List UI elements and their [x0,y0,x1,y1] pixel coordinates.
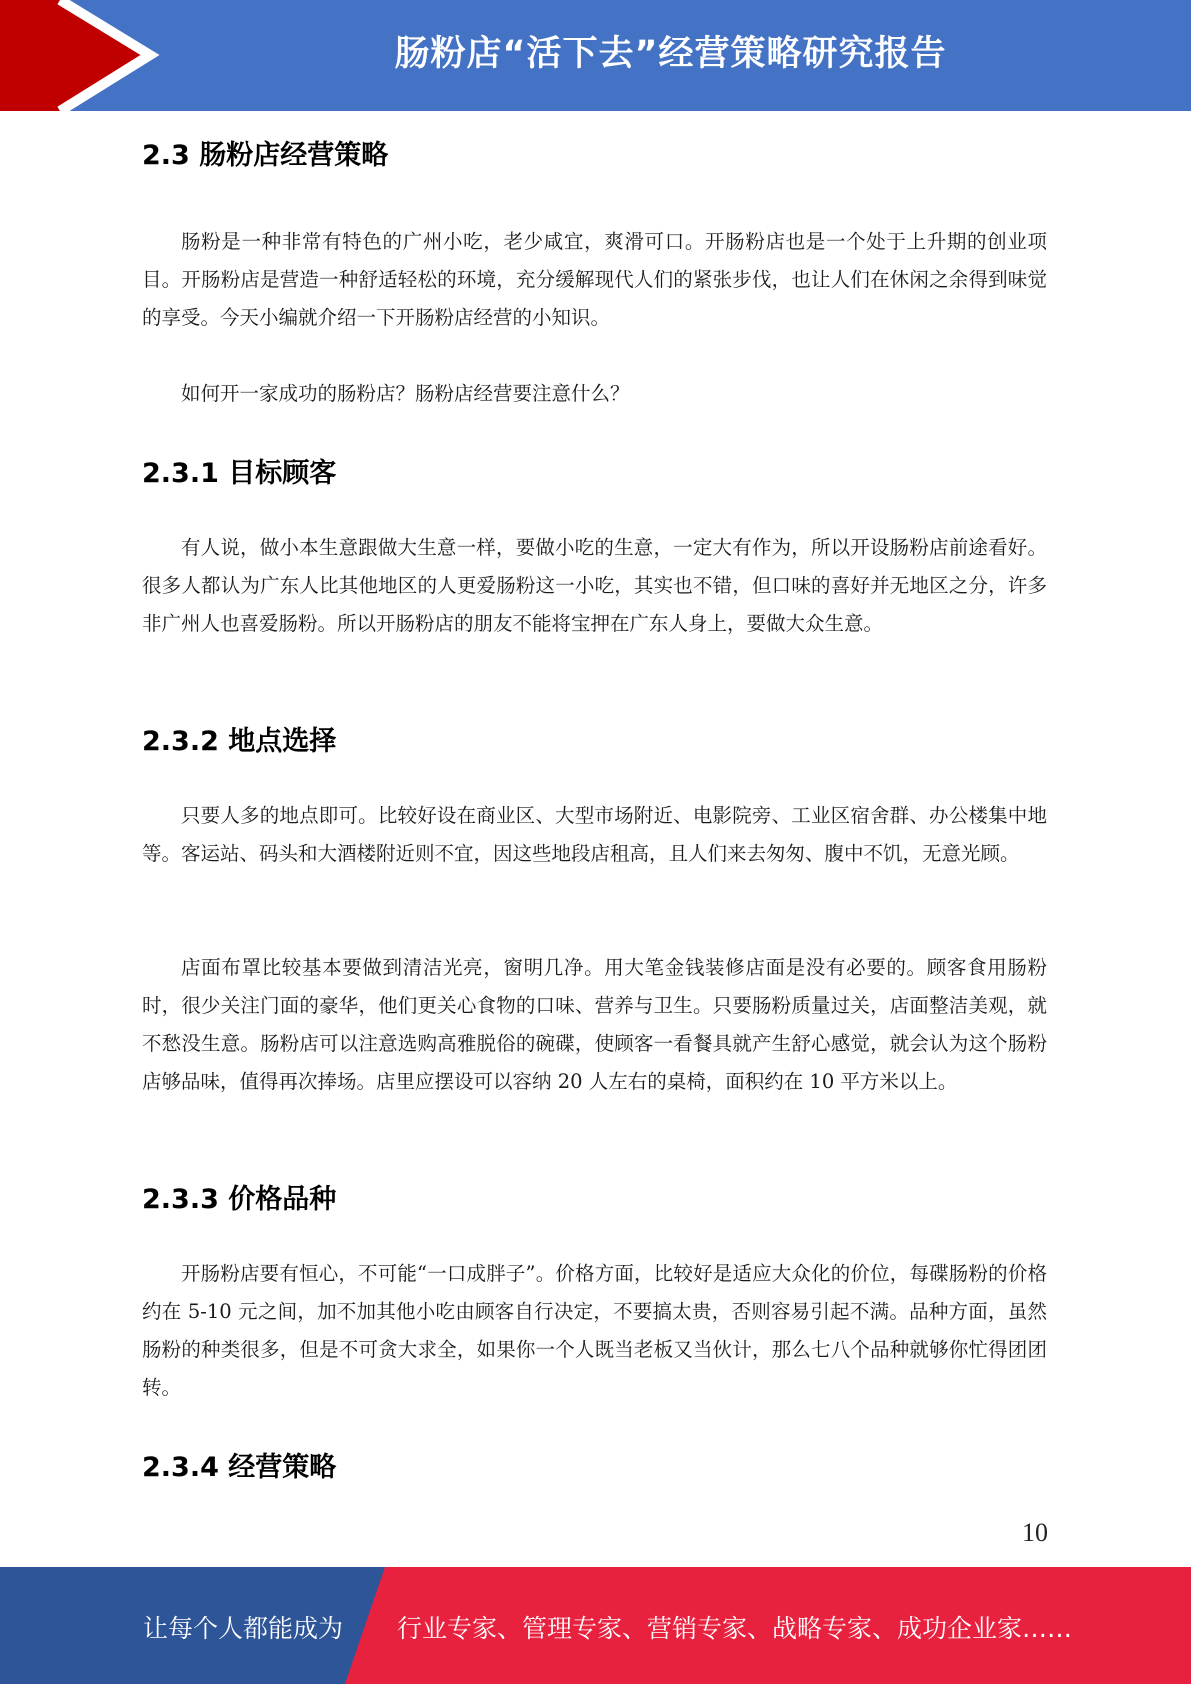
page-footer [0,1567,1191,1684]
section-heading-2-3-1: 2.3.1 目标顾客 [142,458,337,489]
page-number: 10 [1022,1518,1048,1547]
section-heading-2-3-4: 2.3.4 经营策略 [142,1452,337,1483]
paragraph-price-variety: 开肠粉店要有恒心，不可能“一口成胖子”。价格方面，比较好是适应大众化的价位，每碟肠粉的价格约在 5-10 元之间，加不加其他小吃由顾客自行决定，不要搞太贵，否则容易引起不满。品种方面，虽然肠粉的种类很多，但是不可贪大求全，如果你一个人既当老板又当伙计，那么七八个品种就够你忙得团团转。 [142,1262,1047,1399]
footer-slogan-right: 行业专家、管理专家、营销专家、战略专家、成功企业家…… [397,1614,1073,1643]
page-header [0,0,1191,111]
section-heading-2-3-2: 2.3.2 地点选择 [142,726,337,757]
paragraph-target-customers: 有人说，做小本生意跟做大生意一样，要做小吃的生意，一定大有作为，所以开设肠粉店前途看好。很多人都认为广东人比其他地区的人更爱肠粉这一小吃，其实也不错，但口味的喜好并无地区之分，许多非广州人也喜爱肠粉。所以开肠粉店的朋友不能将宝押在广东人身上，要做大众生意。 [142,536,1047,635]
paragraph-question: 如何开一家成功的肠粉店？肠粉店经营要注意什么？ [181,382,630,405]
paragraph-location: 只要人多的地点即可。比较好设在商业区、大型市场附近、电影院旁、工业区宿舍群、办公楼集中地等。客运站、码头和大酒楼附近则不宜，因这些地段店租高，且人们来去匆匆、腹中不饥，无意光顾。 [142,804,1047,865]
section-heading-2-3: 2.3 肠粉店经营策略 [142,140,389,171]
paragraph-storefront: 店面布罩比较基本要做到清洁光亮，窗明几净。用大笔金钱装修店面是没有必要的。顾客食用肠粉时，很少关注门面的豪华，他们更关心食物的口味、营养与卫生。只要肠粉质量过关，店面整洁美观，就不愁没生意。肠粉店可以注意选购高雅脱俗的碗碟，使顾客一看餐具就产生舒心感觉，就会认为这个肠粉店够品味，值得再次捧场。店里应摆设可以容纳 20 人左右的桌椅，面积约在 10 平方米以上。 [142,956,1047,1093]
section-heading-2-3-3: 2.3.3 价格品种 [142,1184,337,1215]
report-title: 肠粉店“活下去”经营策略研究报告 [394,34,947,74]
footer-slogan-left: 让每个人都能成为 [143,1614,344,1643]
paragraph-intro: 肠粉是一种非常有特色的广州小吃，老少咸宜，爽滑可口。开肠粉店也是一个处于上升期的创业项目。开肠粉店是营造一种舒适轻松的环境，充分缓解现代人们的紧张步伐，也让人们在休闲之余得到味觉的享受。今天小编就介绍一下开肠粉店经营的小知识。 [142,230,1047,329]
